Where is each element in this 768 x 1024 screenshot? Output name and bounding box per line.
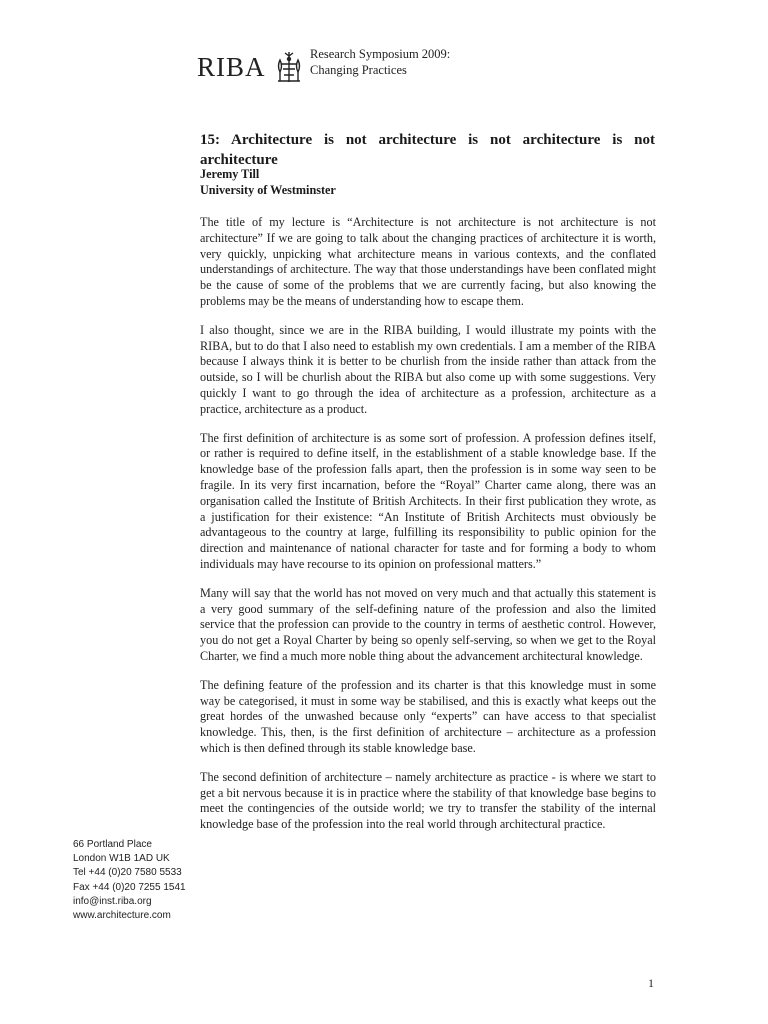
paragraph: The defining feature of the profession and its charter is that this knowledge must in some way be categorised, it must in some way be stabilised, and this is exactly what keeps out the great hordes of the unwashed because only “experts” can have access to that specialist knowledge. This, then, is the first definition of architecture – architecture as a profession which is then defined through its stable knowledge base. [200,677,656,755]
author-affiliation: University of Westminster [200,183,336,197]
header-line-1: Research Symposium 2009: [310,47,451,61]
address-tel: Tel +44 (0)20 7580 5533 [73,867,182,879]
riba-crest-icon [274,50,304,84]
address-street: 66 Portland Place [73,839,152,850]
paragraph: The first definition of architecture is as some sort of profession. A profession defines itself, or rather is required to define itself, in the establishment of a stable knowledge base. If the knowledge base of the profession falls apart, then the profession is in some way seen to be fragile. In its very first incarnation, before the “Royal” Charter came along, there was an organisation called the Institute of British Architects. In their first publication they wrote, as a justification for their existence: “An Institute of British Architects must obviously be advantageous to the country at large, fulfilling its responsibility to public opinion for the direction and maintenance of national character for taste and for forming a body to whom individuals may have recourse to its opinion on professional matters.” [200,430,656,571]
paragraph: Many will say that the world has not moved on very much and that actually this statement is a very good summary of the self-defining nature of the profession and also the limited service that the profession can provide to the country in terms of aesthetic control. However, you do not get a Royal Charter by being so openly self-serving, so when we get to the Royal Charter, we find a much more noble thing about the advancement architectural knowledge. [200,585,656,663]
author-block [200,166,336,198]
paper-title: 15: Architecture is not architecture is not architecture is not architecture [200,132,655,168]
author-name: Jeremy Till [200,167,260,181]
paragraph: I also thought, since we are in the RIBA building, I would illustrate my points with the RIBA, but to do that I also need to establish my own credentials. I am a member of the RIBA because I always think it is better to be churlish from the inside rather than attack from the outside, so I will be churlish about the RIBA but also come up with some suggestions. Very quickly I want to go through the idea of architecture as a profession, architecture as a practice, architecture as a product. [200,322,656,416]
logo-text: RIBA [197,52,266,82]
paragraph: The second definition of architecture – namely architecture as practice - is where we start to get a bit nervous because it is in practice where the stability of that knowledge base begins to meet the contingencies of the outside world; we try to transfer the stability of the internal knowledge base of the profession into the real world through architectural practice. [200,769,656,832]
address-city: London W1B 1AD UK [73,853,170,865]
page-number: 1 [648,976,654,990]
paragraph: The title of my lecture is “Architecture is not architecture is not architecture is not architecture” If we are going to talk about the changing practices of architecture it is worth, very quickly, unpicking what architecture means in various contexts, and the conflated understandings of architecture. The way that those understandings have been conflated might be the cause of some of the problems that we are currently facing, but also knowing the problems may be the means of understanding how to escape them. [200,215,656,308]
body-text [200,215,656,846]
contact-address [73,838,186,923]
header-line-2: Changing Practices [310,62,407,77]
riba-logo [197,50,307,86]
symposium-header [310,47,450,78]
address-website[interactable]: www.architecture.com [73,910,171,922]
address-email[interactable]: info@inst.riba.org [73,895,152,907]
address-fax: Fax +44 (0)20 7255 1541 [73,881,186,893]
